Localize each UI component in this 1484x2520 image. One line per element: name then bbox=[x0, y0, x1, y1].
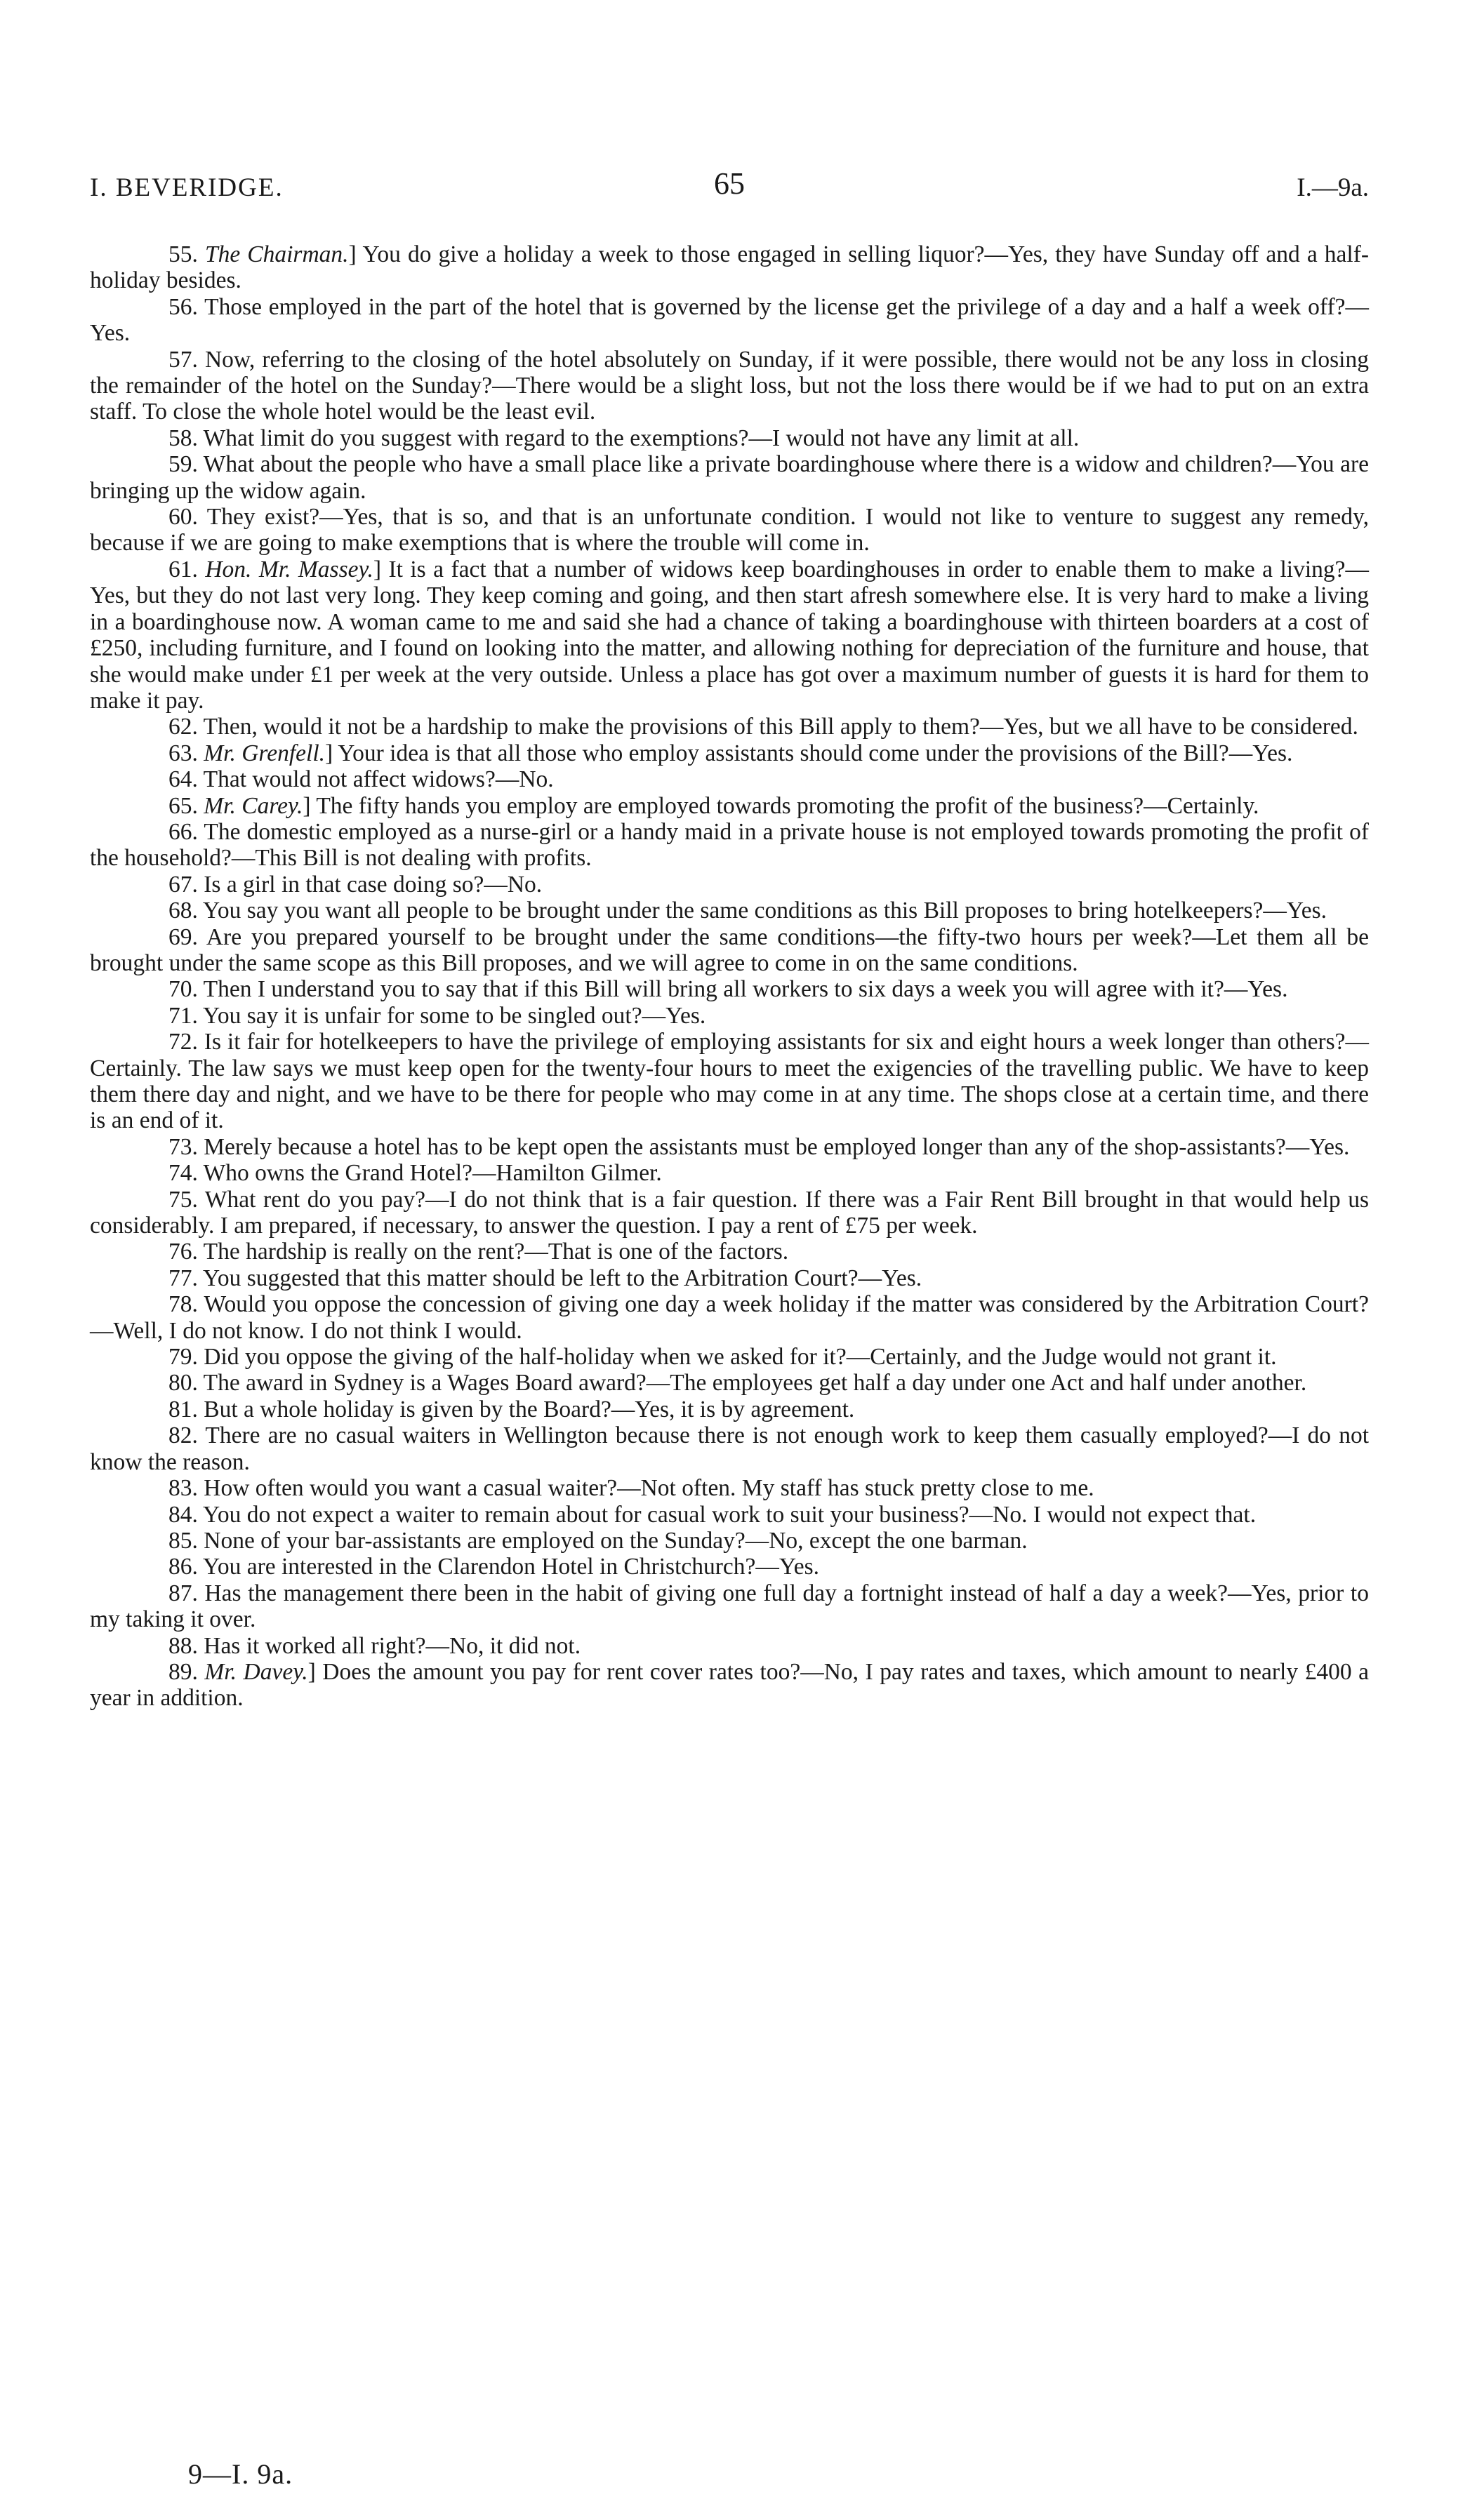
question-number: 80. bbox=[168, 1370, 204, 1396]
question-paragraph bbox=[90, 1003, 1369, 1029]
question-paragraph bbox=[90, 451, 1369, 504]
question-paragraph bbox=[90, 347, 1369, 425]
question-answer-text: Are you prepared yourself to be brought under the same conditions—the fifty-two hours per week?—Let them all be brought under the same scope as this Bill proposes, and we will agree to come in on the same conditions. bbox=[90, 924, 1369, 976]
question-answer-text: That would not affect widows?—No. bbox=[203, 766, 554, 793]
question-paragraph bbox=[90, 1422, 1369, 1475]
question-paragraph bbox=[90, 819, 1369, 872]
question-paragraph bbox=[90, 1370, 1369, 1396]
question-answer-text: What rent do you pay?—I do not think that is a fair question. If there was a Fair Rent Bill brought in that would help us considerably. I am prepared, if necessary, to answer the question. I pay a rent of £75 per week. bbox=[90, 1186, 1369, 1239]
question-answer-text: The hardship is really on the rent?—That is one of the factors. bbox=[203, 1239, 789, 1265]
question-answer-text: ] Does the amount you pay for rent cover rates too?—No, I pay rates and taxes, which amount to nearly £400 a year in addition. bbox=[90, 1658, 1369, 1712]
question-number: 83. bbox=[168, 1475, 204, 1502]
question-paragraph bbox=[90, 766, 1369, 792]
question-answer-text: Those employed in the part of the hotel that is governed by the license get the privilege of a day and a half a week off?—Yes. bbox=[90, 293, 1370, 347]
question-number: 87. bbox=[168, 1580, 205, 1606]
question-answer-text: ] Your idea is that all those who employ assistants should come under the provisions of the Bill?—Yes. bbox=[325, 740, 1293, 766]
question-number: 77. bbox=[168, 1265, 204, 1291]
question-number: 64. bbox=[168, 766, 204, 793]
question-answer-text: You say you want all people to be brought under the same conditions as this Bill proposes to bring hotelkeepers?—Yes. bbox=[203, 898, 1327, 924]
question-paragraph bbox=[90, 1344, 1369, 1370]
question-paragraph bbox=[90, 1659, 1369, 1712]
question-number: 75. bbox=[168, 1186, 205, 1213]
speaker-name: Mr. Carey. bbox=[204, 792, 303, 819]
page-number: 65 bbox=[714, 166, 745, 201]
question-number: 81. bbox=[168, 1396, 204, 1422]
question-answer-text: You are interested in the Clarendon Hotel in Christchurch?—Yes. bbox=[203, 1554, 820, 1580]
question-number: 60. bbox=[168, 504, 207, 531]
question-number: 56. bbox=[168, 293, 205, 320]
question-paragraph bbox=[90, 504, 1369, 556]
question-answer-text: You say it is unfair for some to be singled out?—Yes. bbox=[203, 1002, 706, 1029]
question-number: 84. bbox=[168, 1501, 204, 1528]
footer-signature-mark: 9—I. 9a. bbox=[188, 2458, 293, 2490]
question-paragraph bbox=[90, 1475, 1369, 1501]
question-number: 68. bbox=[168, 898, 204, 924]
question-number: 65. bbox=[168, 792, 204, 819]
question-number: 88. bbox=[168, 1632, 204, 1659]
question-answer-text: ] You do give a holiday a week to those engaged in selling liquor?—Yes, they have Sunday off and a half-holiday besides. bbox=[90, 241, 1370, 294]
question-paragraph bbox=[90, 1239, 1369, 1265]
question-answer-text: ] It is a fact that a number of widows keep boardinghouses in order to enable them to make a living?—Yes, but they do not last very long. They keep coming and going, and then start afresh somewhere else. It is very hard to make a living in a boardinghouse now. A woman came to me and said she had a chance of taking a boardinghouse with thirteen boarders at a cost of £250, including furniture, and I found on looking into the matter, and allowing nothing for depreciation of the furniture and house, that she would make under £1 per week at the very outside. Unless a place has got over a maximum number of guests it is hard for them to make it pay. bbox=[90, 556, 1369, 714]
question-answer-text: They exist?—Yes, that is so, and that is an unfortunate condition. I would not like to venture to suggest any remedy, because if we are going to make exemptions that is where the trouble will come in. bbox=[90, 504, 1369, 556]
question-number: 72. bbox=[168, 1029, 204, 1055]
question-answer-text: You suggested that this matter should be left to the Arbitration Court?—Yes. bbox=[203, 1265, 922, 1291]
question-paragraph bbox=[90, 425, 1369, 451]
question-number: 58. bbox=[168, 425, 204, 451]
question-answer-text: Now, referring to the closing of the hotel absolutely on Sunday, if it were possible, there would not be any loss in closing the remainder of the hotel on the Sunday?—There would be a slight loss, but not the loss there would be if we had to put on an extra staff. To close the whole hotel would be the least evil. bbox=[90, 346, 1369, 425]
page-header bbox=[90, 166, 1369, 215]
question-paragraph bbox=[90, 924, 1369, 977]
question-paragraph bbox=[90, 872, 1369, 898]
speaker-name: Mr. Davey. bbox=[204, 1658, 308, 1685]
question-paragraph bbox=[90, 1528, 1369, 1554]
question-answer-text: Then I understand you to say that if this Bill will bring all workers to six days a week you will agree with it?—Yes. bbox=[203, 976, 1288, 1003]
question-answer-text: Has the management there been in the habit of giving one full day a fortnight instead of half a day a week?—Yes, prior to my taking it over. bbox=[90, 1580, 1369, 1633]
question-paragraph bbox=[90, 1160, 1369, 1186]
question-paragraph bbox=[90, 294, 1369, 347]
question-paragraph bbox=[90, 793, 1369, 819]
paper-reference: I.—9a. bbox=[1297, 173, 1369, 202]
question-number: 78. bbox=[168, 1291, 204, 1318]
question-answer-text: What limit do you suggest with regard to the exemptions?—I would not have any limit at all. bbox=[203, 425, 1080, 451]
question-answer-text: None of your bar-assistants are employed on the Sunday?—No, except the one barman. bbox=[204, 1527, 1028, 1554]
question-paragraph bbox=[90, 1633, 1369, 1659]
speaker-name: Hon. Mr. Massey. bbox=[205, 556, 373, 582]
question-paragraph bbox=[90, 556, 1369, 714]
question-paragraph bbox=[90, 714, 1369, 740]
question-number: 69. bbox=[168, 924, 206, 950]
question-paragraph bbox=[90, 740, 1369, 766]
question-number: 76. bbox=[168, 1239, 204, 1265]
speaker-name: The Chairman. bbox=[204, 241, 349, 267]
question-paragraph bbox=[90, 898, 1369, 924]
question-answer-text: The domestic employed as a nurse-girl or a handy maid in a private house is not employed towards promoting the profit of the household?—This Bill is not dealing with profits. bbox=[90, 818, 1369, 872]
question-paragraph bbox=[90, 1396, 1369, 1422]
question-number: 82. bbox=[168, 1422, 206, 1449]
question-number: 89. bbox=[168, 1658, 205, 1685]
question-paragraph bbox=[90, 1554, 1369, 1580]
header-witness-name: I. BEVERIDGE. bbox=[90, 173, 284, 202]
question-number: 66. bbox=[168, 818, 204, 845]
question-number: 71. bbox=[168, 1002, 204, 1029]
question-paragraph bbox=[90, 1502, 1369, 1528]
question-number: 62. bbox=[168, 714, 204, 740]
question-answer-text: What about the people who have a small place like a private boardinghouse where there is a widow and children?—You are bringing up the widow again. bbox=[90, 451, 1369, 504]
question-paragraph bbox=[90, 1029, 1369, 1134]
question-paragraph bbox=[90, 1134, 1369, 1160]
evidence-text bbox=[90, 241, 1369, 1712]
question-number: 79. bbox=[168, 1344, 204, 1371]
question-paragraph bbox=[90, 1580, 1369, 1633]
question-number: 59. bbox=[168, 451, 204, 478]
question-paragraph bbox=[90, 241, 1369, 294]
question-answer-text: There are no casual waiters in Wellington because there is not enough work to keep them casually employed?—I do not know the reason. bbox=[90, 1422, 1369, 1475]
question-number: 55. bbox=[168, 241, 205, 267]
question-answer-text: Has it worked all right?—No, it did not. bbox=[204, 1632, 581, 1659]
question-number: 70. bbox=[168, 976, 204, 1003]
question-paragraph bbox=[90, 1187, 1369, 1239]
question-answer-text: Is a girl in that case doing so?—No. bbox=[204, 871, 543, 898]
question-paragraph bbox=[90, 976, 1369, 1002]
question-answer-text: How often would you want a casual waiter?—Not often. My staff has stuck pretty close to me. bbox=[204, 1475, 1094, 1502]
speaker-name: Mr. Grenfell. bbox=[204, 740, 326, 766]
question-number: 74. bbox=[168, 1160, 204, 1187]
question-number: 85. bbox=[168, 1527, 204, 1554]
question-number: 61. bbox=[168, 556, 206, 582]
question-number: 57. bbox=[168, 346, 205, 373]
question-number: 73. bbox=[168, 1133, 204, 1160]
question-paragraph bbox=[90, 1291, 1369, 1344]
question-answer-text: But a whole holiday is given by the Board?—Yes, it is by agreement. bbox=[204, 1396, 855, 1422]
question-answer-text: ] The fifty hands you employ are employed towards promoting the profit of the business?—Certainly. bbox=[303, 792, 1259, 819]
question-number: 86. bbox=[168, 1554, 204, 1580]
question-answer-text: Would you oppose the concession of giving one day a week holiday if the matter was considered by the Arbitration Court?—Well, I do not know. I do not think I would. bbox=[90, 1291, 1369, 1344]
question-number: 63. bbox=[168, 740, 204, 766]
question-answer-text: You do not expect a waiter to remain about for casual work to suit your business?—No. I would not expect that. bbox=[203, 1501, 1257, 1528]
question-paragraph bbox=[90, 1265, 1369, 1291]
question-answer-text: Is it fair for hotelkeepers to have the privilege of employing assistants for six and eight hours a week longer than others?—Certainly. The law says we must keep open for the twenty-four hours to meet the exigencies of the travelling public. We have to keep them there day and night, and we have to be there for people who may come in at any time. The shops close at a certain time, and there is an end of it. bbox=[90, 1029, 1369, 1134]
question-answer-text: Who owns the Grand Hotel?—Hamilton Gilmer. bbox=[203, 1160, 662, 1187]
question-answer-text: Merely because a hotel has to be kept open the assistants must be employed longer than any of the shop-assistants?—Yes. bbox=[204, 1133, 1350, 1160]
question-number: 67. bbox=[168, 871, 204, 898]
question-answer-text: Did you oppose the giving of the half-holiday when we asked for it?—Certainly, and the Judge would not grant it. bbox=[204, 1344, 1277, 1371]
question-answer-text: Then, would it not be a hardship to make the provisions of this Bill apply to them?—Yes, but we all have to be considered. bbox=[203, 714, 1358, 740]
question-answer-text: The award in Sydney is a Wages Board award?—The employees get half a day under one Act and half under another. bbox=[203, 1370, 1307, 1396]
